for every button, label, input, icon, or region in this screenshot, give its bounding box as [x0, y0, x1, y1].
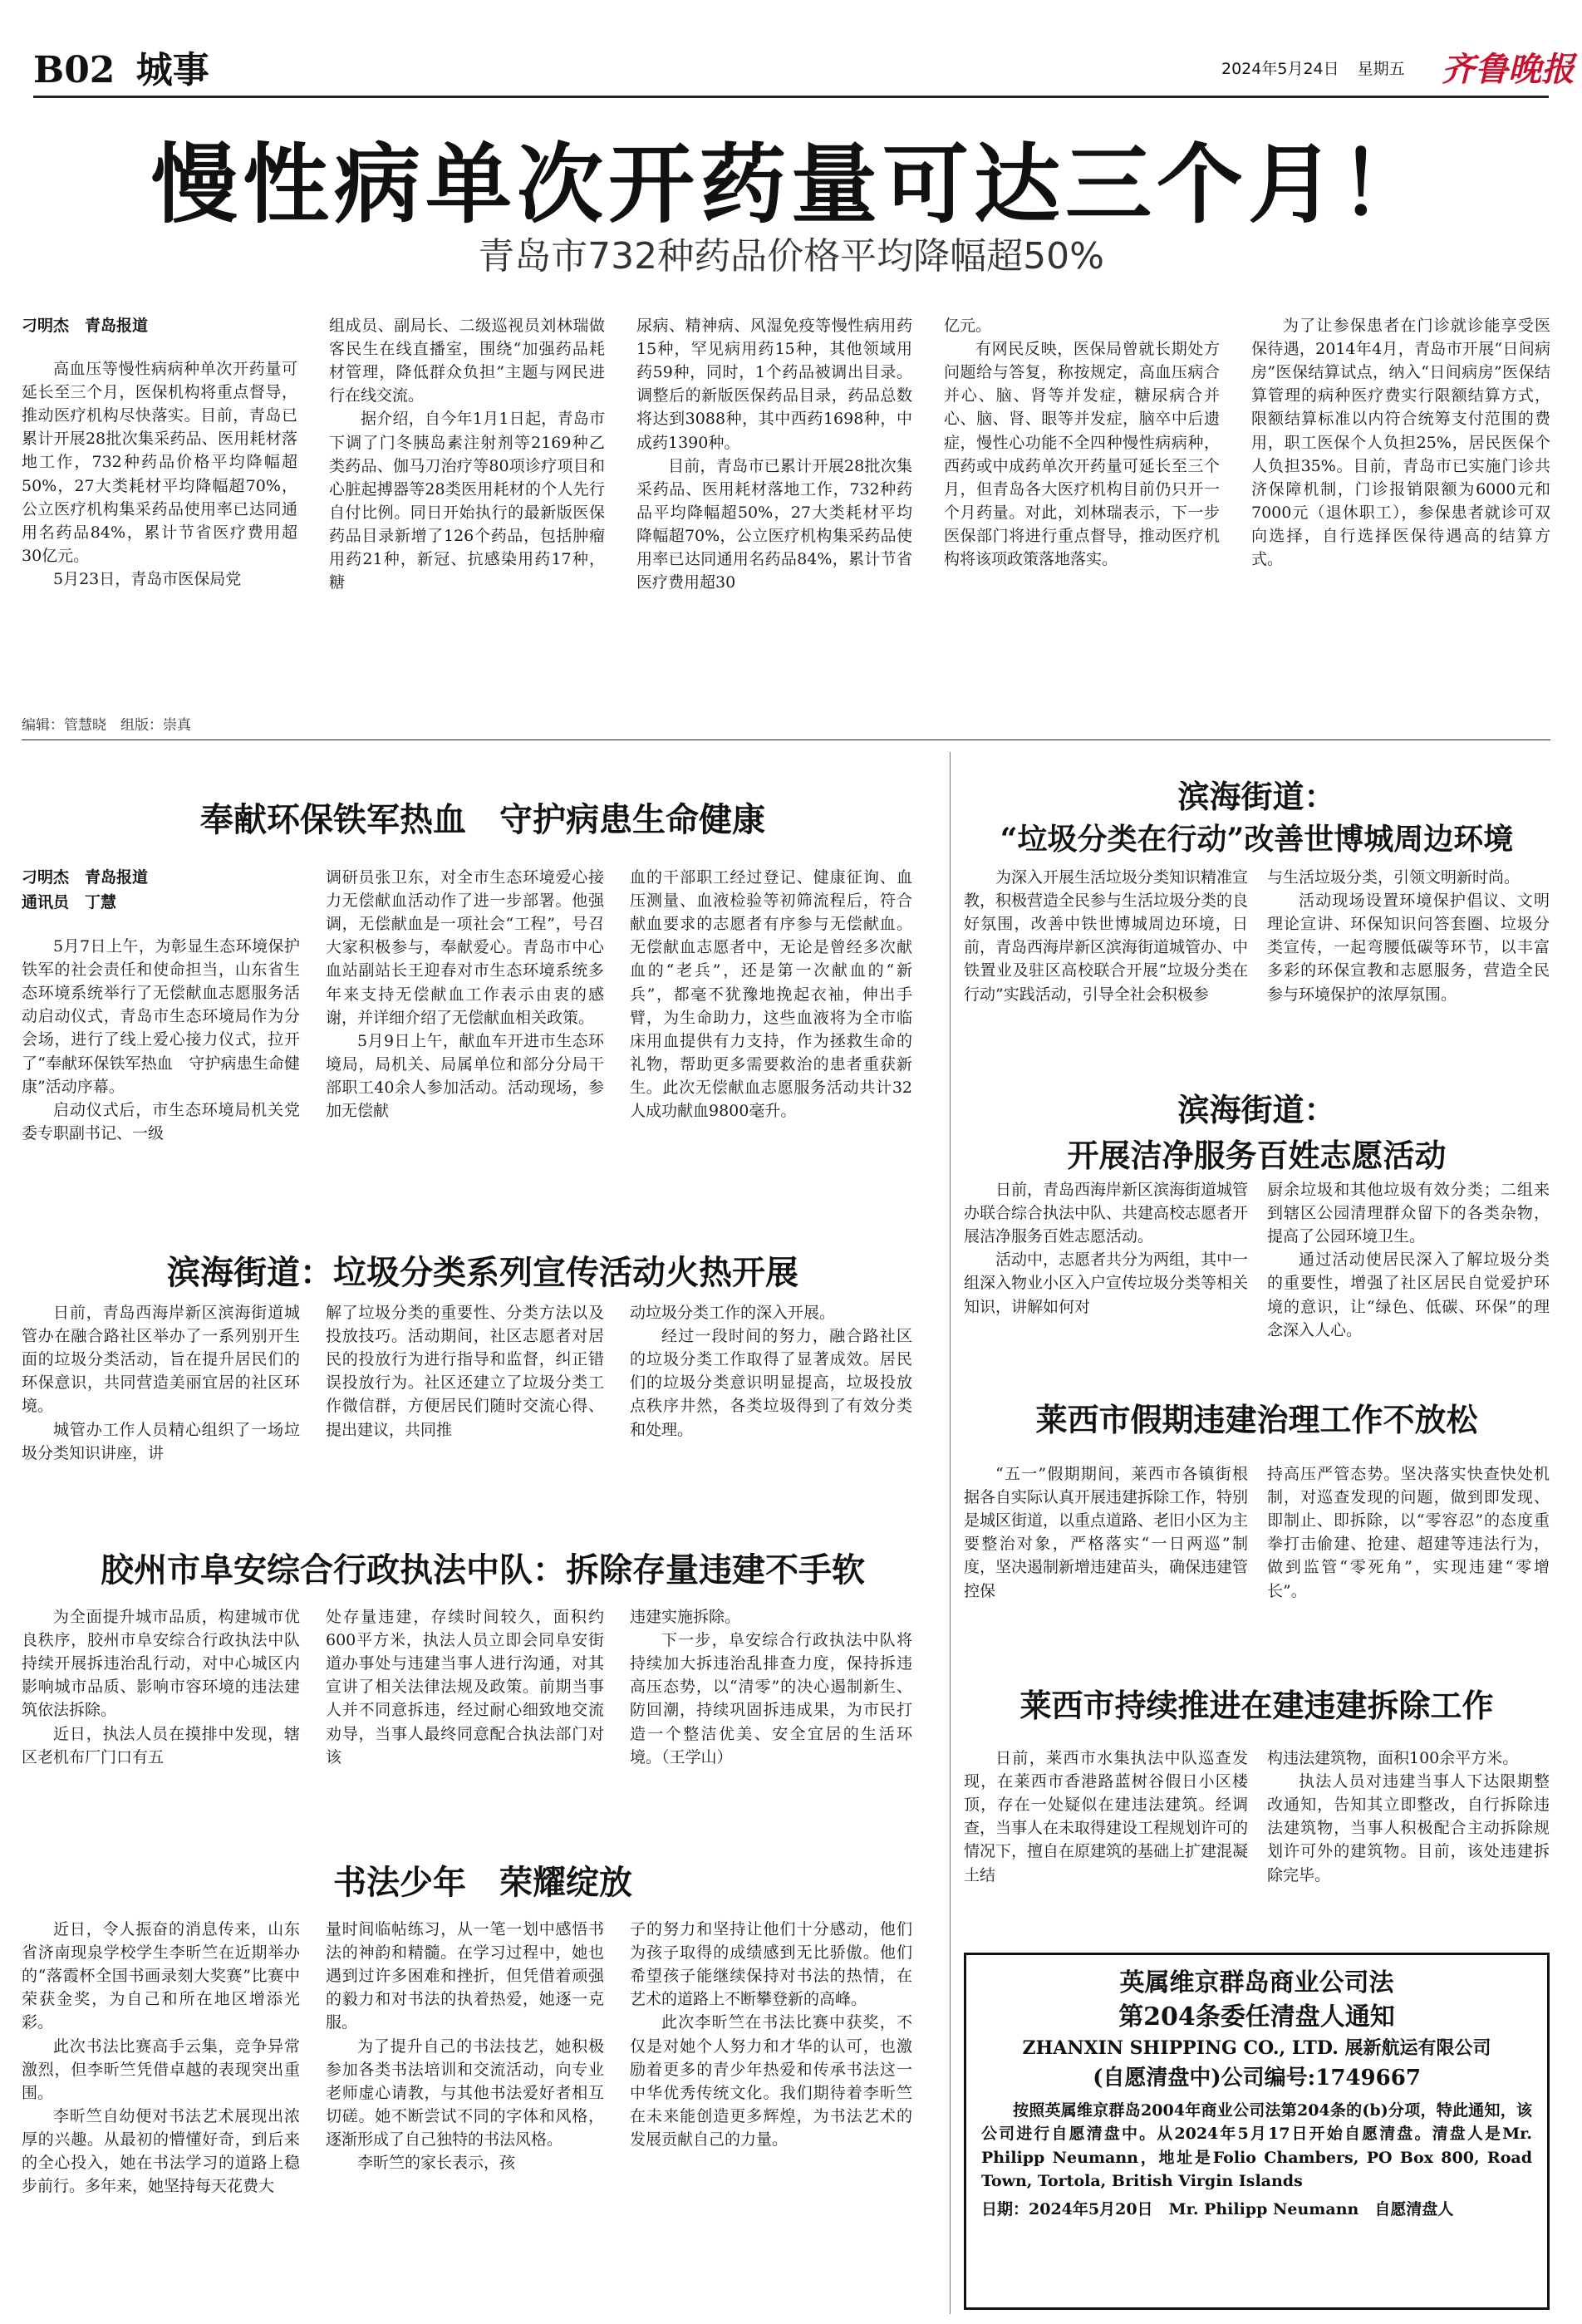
issue-date	[1221, 57, 1405, 79]
lead-column-4: 亿元。 有网民反映，医保局曾就长期处方问题给与答复，称按规定，高血压病合并心、脑、肾等并发症，糖尿病合并心、脑、肾、眼等并发症，脑卒中后遗症，慢性心功能不全四种慢性病病种，西药或中成药单次开药量可延长至三个月，但青岛各大医疗机构目前仍只开一个月药量。对此，刘林瑞表示，下一步医保部门将进行重点督导，推动医疗机构将该项政策落地落实。	[944, 317, 1220, 569]
blood-byline-1: 刁明杰 青岛报道	[22, 868, 149, 887]
notice-company-number: (自愿清盘中)公司编号:1749667	[1093, 2066, 1421, 2091]
clean-headline-2: 开展洁净服务百姓志愿活动	[1067, 1137, 1447, 1174]
laixi2-column-2: 构违法建筑物，面积100余平方米。 执法人员对违建当事人下达限期整改通知，告知其立即整改，自行拆除违法建筑物，当事人积极配合主动拆除规划许可外的建筑物。目前，该处违建拆除完毕。	[1267, 1749, 1550, 1884]
blood-headline: 奉献环保铁军热血 守护病患生命健康	[200, 800, 765, 839]
lead-subtitle: 青岛市732种药品价格平均降幅超50%	[478, 235, 1104, 278]
masthead-rule	[33, 96, 1549, 98]
lead-column-2: 组成员、副局长、二级巡视员刘林瑞做客民生在线直播室，围绕“加强药品耗材管理，降低群众负担”主题与网民进行在线交流。 据介绍，自今年1月1日起，青岛市下调了门冬胰岛素注射剂等2169种乙类药品、伽马刀治疗等80项诊疗项目和心脏起搏器等28类医用耗材的个人先行自付比例。同日开始执行的最新版医保药品目录新增了126个药品，包括肿瘤用药21种，新冠、抗感染用药17种，糖	[329, 317, 605, 592]
notice-footer: 日期：2024年5月20日 Mr. Philipp Neumann 自愿清盘人	[981, 2199, 1454, 2218]
date: 2024年5月24日	[1221, 60, 1339, 78]
lead-column-5: 为了让参保患者在门诊就诊能享受医保待遇，2014年4月，青岛市开展“日间病房”医保结算试点，纳入“日间病房”医保结算管理的病种医疗费实行限额结算方式，限额结算标准以内符合统筹支付范围的费用，职工医保个人负担25%，居民医保个人负担35%。目前，青岛市已实施门诊共济保障机制，门诊报销限额为6000元和7000元（退休职工），参保患者就诊可双向选择，自行选择医保待遇高的结算方式。	[1251, 317, 1550, 569]
calligraphy-column-3: 子的努力和坚持让他们十分感动，他们为孩子取得的成绩感到无比骄傲。他们希望孩子能继续保持对书法的热情，在艺术的道路上不断攀登新的高峰。 此次李昕竺在书法比赛中获奖，不仅是对她个人努力和才华的认可，也激励着更多的青少年热爱和传承书法这一中华优秀传统文化。我们期待着李昕竺在未来能创造更多辉煌，为书法艺术的发展贡献自己的力量。	[630, 1920, 912, 2149]
editor-credit: 编辑：管慧晓 组版：崇真	[22, 717, 191, 734]
laixi2-headline: 莱西市持续推进在建违建拆除工作	[1019, 1687, 1494, 1724]
lead-column-1: 高血压等慢性病病种单次开药量可延长至三个月，医保机构将重点督导，推动医疗机构尽快落实。目前，青岛已累计开展28批次集采药品、医用耗材落地工作，732种药品价格平均降幅超50%，27大类耗材平均降幅超70%，公立医疗机构集采药品使用率已达同通用名药品84%，累计节省医疗费用超30亿元。 5月23日，青岛市医保局党	[22, 360, 297, 588]
blood-column-3: 血的干部职工经过登记、健康征询、血压测量、血液检验等初筛流程后，符合献血要求的志愿者有序参与无偿献血。无偿献血志愿者中，无论是曾经多次献血的“老兵”，还是第一次献血的“新兵”，都毫不犹豫地挽起衣袖，伸出手臂，为生命助力，这些血液将为全市临床用血提供有力支持，作为拯救生命的礼物，帮助更多需要救治的患者重获新生。此次无偿献血志愿服务活动共计32人成功献血9800毫升。	[630, 868, 912, 1121]
laixi2-column-1: 日前，莱西市水集执法中队巡查发现，在莱西市香港路蓝树谷假日小区楼顶，存在一处疑似在建违法建筑。经调查，当事人在未取得建设工程规划许可的情况下，擅自在原建筑的基础上扩建混凝土结	[964, 1749, 1248, 1884]
laixi1-headline: 莱西市假期违建治理工作不放松	[1035, 1401, 1478, 1438]
section-number: B02	[33, 49, 115, 91]
jiaozhou-column-1: 为全面提升城市品质，构建城市优良秩序，胶州市阜安综合行政执法中队持续开展拆违治乱行动，对中心城区内影响城市品质、影响市容环境的违法建筑依法拆除。 近日，执法人员在摸排中发现，辖区老机布厂门口有五	[22, 1608, 300, 1766]
lead-bottom-rule	[22, 739, 1550, 740]
calligraphy-column-2: 量时间临帖练习，从一笔一划中感悟书法的神韵和精髓。在学习过程中，她也遇到过许多困难和挫折，但凭借着顽强的毅力和对书法的执着热爱，她逐一克服。 为了提升自己的书法技艺，她积极参加各类书法培训和交流活动，向专业老师虚心请教，与其他书法爱好者相互切磋。她不断尝试不同的字体和风格，逐渐形成了自己独特的书法风格。 李昕竺的家长表示，孩	[326, 1920, 604, 2173]
notice-company: ZHANXIN SHIPPING CO., LTD. 展新航运有限公司	[1022, 2037, 1491, 2059]
calligraphy-headline: 书法少年 荣耀绽放	[333, 1863, 632, 1902]
sort1-column-1: 日前，青岛西海岸新区滨海街道城管办在融合路社区举办了一系列别开生面的垃圾分类活动，旨在提升居民们的环保意识，共同营造美丽宜居的社区环境。 城管办工作人员精心组织了一场垃圾分类知识讲座，讲	[22, 1304, 300, 1462]
calligraphy-column-1: 近日，令人振奋的消息传来，山东省济南现泉学校学生李昕竺在近期举办的“落霞杯全国书画录刻大奖赛”比赛中荣获金奖，为自己和所在地区增添光彩。 此次书法比赛高手云集，竞争异常激烈，但李昕竺凭借卓越的表现突出重围。 李昕竺自幼便对书法艺术展现出浓厚的兴趣。从最初的懵懂好奇，到后来的全心投入，她在书法学习的道路上稳步前行。多年来，她坚持每天花费大	[22, 1920, 300, 2196]
paper-logo: 齐鲁晚报	[1442, 50, 1575, 89]
weekday: 星期五	[1357, 60, 1405, 78]
notice-title-1: 英属维京群岛商业公司法	[1119, 1968, 1394, 1997]
notice-title-2: 第204条委任清盘人通知	[1118, 2002, 1395, 2032]
blood-column-2: 调研员张卫东，对全市生态环境爱心接力无偿献血活动作了进一步部署。他强调，无偿献血是一项社会“工程”，号召大家积极参与，奉献爱心。青岛市中心血站副站长王迎春对市生态环境系统多年来支持无偿献血工作表示由衷的感谢，并详细介绍了无偿献血相关政策。 5月9日上午，献血车开进市生态环境局，局机关、局属单位和部分分局干部职工40余人参加活动。活动现场，参加无偿献	[326, 868, 604, 1121]
laixi1-column-2: 持高压严管态势。坚决落实快查快处机制，对巡查发现的问题，做到即发现、即制止、即拆除，以“零容忍”的态度重拳打击偷建、抢建、超建等违法行为，做到监管“零死角”，实现违建“零增长”。	[1267, 1465, 1550, 1600]
sort2-headline-1: 滨海街道：	[1177, 778, 1336, 815]
sort1-column-3: 动垃圾分类工作的深入开展。 经过一段时间的努力，融合路社区的垃圾分类工作取得了显著成效。居民们的垃圾分类意识明显提高，垃圾投放点秩序井然，各类垃圾得到了有效分类和处理。	[630, 1304, 912, 1439]
liquidation-notice	[964, 1953, 1550, 2310]
notice-body: 按照英属维京群岛2004年商业公司法第204条的(b)分项，特此通知，该公司进行自愿清盘中。从2024年5月17日开始自愿清盘。清盘人是Mr. Philipp Neumann，地址是Folio Chambers, PO Box 800, Road Town, Tortola, British Virgin Islands	[981, 2100, 1532, 2191]
laixi1-column-1: “五一”假期期间，莱西市各镇街根据各自实际认真开展违建拆除工作，特别是城区街道，以重点道路、老旧小区为主要整治对象，严格落实“一日两巡”制度，坚决遏制新增违建苗头，确保违建管控保	[964, 1465, 1248, 1600]
lead-byline: 刁明杰 青岛报道	[22, 317, 149, 335]
jiaozhou-headline: 胶州市阜安综合行政执法中队：拆除存量违建不手软	[101, 1550, 865, 1589]
lead-headline: 慢性病单次开药量可达三个月！	[150, 133, 1431, 235]
sort2-column-1: 为深入开展生活垃圾分类知识精准宣教，积极营造全民参与生活垃圾分类的良好氛围，改善中铁世博城周边环境，日前，青岛西海岸新区滨海街道城管办、中铁置业及驻区高校联合开展“垃圾分类在行动”实践活动，引导全社会积极参	[964, 868, 1248, 1004]
clean-headline-1: 滨海街道：	[1177, 1091, 1336, 1128]
clean-column-1: 日前，青岛西海岸新区滨海街道城管办联合综合执法中队、共建高校志愿者开展洁净服务百姓志愿活动。 活动中，志愿者共分为两组，其中一组深入物业小区入户宣传垃圾分类等相关知识，讲解如何对	[964, 1181, 1248, 1316]
section-label	[33, 40, 209, 93]
clean-column-2: 厨余垃圾和其他垃圾有效分类；二组来到辖区公园清理群众留下的各类杂物，提高了公园环境卫生。 通过活动使居民深入了解垃圾分类的重要性，增强了社区居民自觉爱护环境的意识，让“绿色、低碳、环保”的理念深入人心。	[1267, 1181, 1550, 1339]
sort2-headline-2: “垃圾分类在行动”改善世博城周边环境	[1000, 822, 1514, 857]
blood-column-1: 5月7日上午，为彰显生态环境保护铁军的社会责任和使命担当，山东省生态环境系统举行了无偿献血志愿服务活动启动仪式，青岛市生态环境局作为分会场，进行了线上爱心接力仪式，拉开了“奉献环保铁军热血 守护病患生命健康”活动序幕。 启动仪式后，市生态环境局机关党委专职副书记、一级	[22, 937, 300, 1142]
sort2-column-2: 与生活垃圾分类，引领文明新时尚。 活动现场设置环境保护倡议、文明理论宣讲、环保知识问答套圈、垃圾分类宣传，一起弯腰低碳等环节，以丰富多彩的环保宣教和志愿服务，营造全民参与环境保护的浓厚氛围。	[1267, 868, 1550, 1004]
blood-byline-2: 通讯员 丁慧	[22, 893, 117, 911]
jiaozhou-column-2: 处存量违建，存续时间较久，面积约600平方米，执法人员立即会同阜安街道办事处与违建当事人进行沟通，对其宣讲了相关法律法规及政策。前期当事人并不同意拆违，经过耐心细致地交流劝导，当事人最终同意配合执法部门对该	[326, 1608, 604, 1766]
sort1-headline: 滨海街道：垃圾分类系列宣传活动火热开展	[167, 1253, 798, 1292]
column-divider	[950, 752, 951, 2314]
lead-column-3: 尿病、精神病、风湿免疫等慢性病用药15种，罕见病用药15种，其他领域用药59种，同时，1个药品被调出目录。调整后的新版医保药品目录，药品总数将达到3088种，其中西药1698种，中成药1390种。 目前，青岛市已累计开展28批次集采药品、医用耗材落地工作，732种药品平均降幅超50%，27大类耗材平均降幅超70%，公立医疗机构集采药品使用率已达同通用名药品84%，累计节省医疗费用超30	[636, 317, 912, 592]
section-name: 城事	[135, 49, 209, 91]
jiaozhou-column-3: 违建实施拆除。 下一步，阜安综合行政执法中队将持续加大拆违治乱排查力度，保持拆违高压态势，以“清零”的决心遏制新生、防回潮，持续巩固拆违成果，为市民打造一个整洁优美、安全宜居的生活环境。（王学山）	[630, 1608, 912, 1766]
sort1-column-2: 解了垃圾分类的重要性、分类方法以及投放技巧。活动期间，社区志愿者对居民的投放行为进行指导和监督，纠正错误投放行为。社区还建立了垃圾分类工作微信群，方便居民们随时交流心得、提出建议，共同推	[326, 1304, 604, 1439]
